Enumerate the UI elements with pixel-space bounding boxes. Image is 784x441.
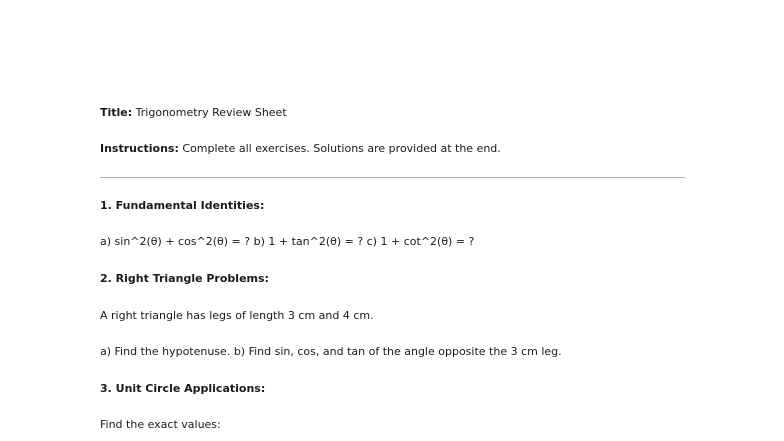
instructions-label: Instructions: xyxy=(100,142,179,155)
right-triangle-statement: A right triangle has legs of length 3 cm and 4 cm. xyxy=(100,309,374,322)
section-heading-right-triangle: 2. Right Triangle Problems: xyxy=(100,272,269,285)
right-triangle-questions: a) Find the hypotenuse. b) Find sin, cos, and tan of the angle opposite the 3 cm leg. xyxy=(100,345,562,358)
title-line xyxy=(100,106,287,120)
unit-circle-intro: Find the exact values: xyxy=(100,418,221,431)
section-heading-unit-circle: 3. Unit Circle Applications: xyxy=(100,382,266,395)
instructions-line xyxy=(100,142,501,156)
identities-exercise-line: a) sin^2(θ) + cos^2(θ) = ? b) 1 + tan^2(θ) = ? c) 1 + cot^2(θ) = ? xyxy=(100,235,475,248)
horizontal-divider xyxy=(100,177,685,178)
title-label: Title: xyxy=(100,106,133,119)
title-value: Trigonometry Review Sheet xyxy=(135,106,287,119)
instructions-value: Complete all exercises. Solutions are provided at the end. xyxy=(182,142,501,155)
section-heading-identities: 1. Fundamental Identities: xyxy=(100,199,265,212)
